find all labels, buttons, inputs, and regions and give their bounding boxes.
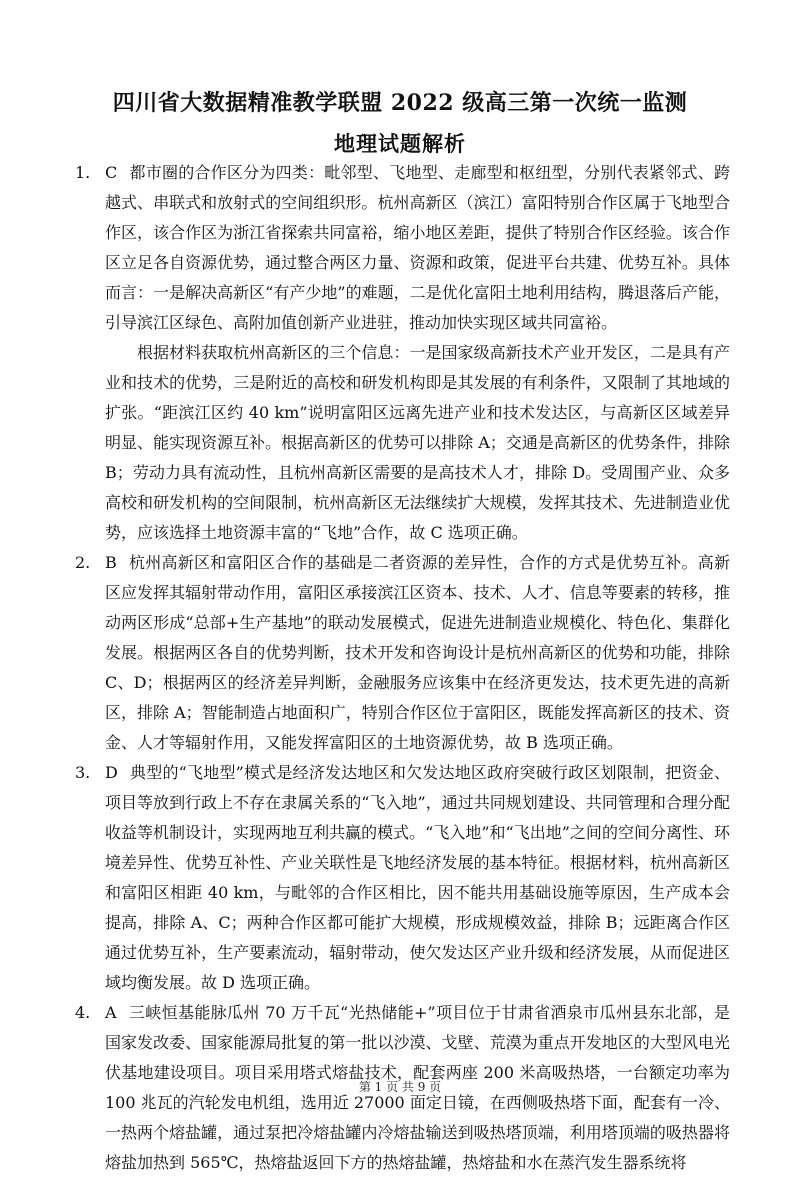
document-subtitle: 地理试题解析	[334, 131, 466, 156]
page-number-footer: 第 1 页 共 9 页	[358, 1080, 442, 1094]
question-answer: C	[105, 163, 118, 182]
document-title: 四川省大数据精准教学联盟 2022 级高三第一次统一监测	[112, 90, 688, 116]
question-explanation: 杭州高新区和富阳区合作的基础是二者资源的差异性，合作的方式是优势互补。高新区应发挥其辐射带动作用，富阳区承接滨江区资本、技术、人才、信息等要素的转移，推动两区形成“总部+生产基地”的联动发展模式，促进先进制造业规模化、特色化、集群化发展。根据两区各自的优势判断，技术开发和咨询设计是杭州高新区的优势和功能，排除 C、D；根据两区的经济差异判断，金融服务应该集中在经济更发达，技术更先进的高新区，排除 A；智能制造占地面积广，特别合作区位于富阳区，既能发挥高新区的技术、资金、人才等辐射作用，又能发挥富阳区的土地资源优势，故 B 选项正确。	[105, 553, 730, 752]
question-number: 2.	[75, 553, 91, 572]
question-explanation: 典型的“飞地型”模式是经济发达地区和欠发达地区政府突破行政区划限制，把资金、项目等放到行政上不存在隶属关系的“飞入地”，通过共同规划建设、共同管理和合理分配收益等机制设计，实现两地互利共赢的模式。“飞入地”和“飞出地”之间的空间分离性、环境差异性、优势互补性、产业关联性是飞地经济发展的基本特征。根据材料，杭州高新区和富阳区相距 40 km，与毗邻的合作区相比，因不能共用基础设施等原因，生产成本会提高，排除 A、C；两种合作区都可能扩大规模，形成规模效益，排除 B；远距离合作区通过优势互补，生产要素流动，辐射带动，使欠发达区产业升级和经济发展，从而促进区域均衡发展。故 D 选项正确。	[105, 763, 730, 992]
answer-analysis-body	[75, 158, 730, 1178]
question-2	[75, 548, 730, 758]
question-number: 4.	[75, 1003, 91, 1022]
question-1	[75, 158, 730, 548]
question-3	[75, 758, 730, 998]
question-number: 1.	[75, 163, 91, 182]
question-explanation: 三峡恒基能脉瓜州 70 万千瓦“光热储能+”项目位于甘肃省酒泉市瓜州县东北部，是国家发改委、国家能源局批复的第一批以沙漠、戈壁、荒漠为重点开发地区的大型风电光伏基地建设项目。项目采用塔式熔盐技术，配套两座 200 米高吸热塔，一台额定功率为 100 兆瓦的汽轮发电机组，选用近 27000 面定日镜，在西侧吸热塔下面，配套有一冷、一热两个熔盐罐，通过泵把冷熔盐罐内冷熔盐输送到吸热塔顶端，利用塔顶端的吸热器将熔盐加热到 565℃，热熔盐返回下方的热熔盐罐，热熔盐和水在蒸汽发生器系统将	[105, 1003, 730, 1172]
question-answer: B	[105, 553, 117, 572]
question-answer: D	[105, 763, 118, 782]
question-explanation-extra: 根据材料获取杭州高新区的三个信息：一是国家级高新技术产业开发区，二是具有产业和技术的优势，三是附近的高校和研发机构即是其发展的有利条件，又限制了其地域的扩张。“距滨江区约 40 km”说明富阳区远离先进产业和技术发达区，与高新区区域差异明显、能实现资源互补。根据高新区的优势可以排除 A；交通是高新区的优势条件，排除 B；劳动力具有流动性，且杭州高新区需要的是高技术人才，排除 D。受周围产业、众多高校和研发机构的空间限制，杭州高新区无法继续扩大规模，发挥其技术、先进制造业优势，应该选择土地资源丰富的“飞地”合作，故 C 选项正确。	[105, 343, 730, 542]
question-answer: A	[105, 1003, 117, 1022]
question-explanation: 都市圈的合作区分为四类：毗邻型、飞地型、走廊型和枢纽型，分别代表紧邻式、跨越式、串联式和放射式的空间组织形。杭州高新区（滨江）富阳特别合作区属于飞地型合作区，该合作区为浙江省探索共同富裕，缩小地区差距，提供了特别合作区经验。该合作区立足各自资源优势，通过整合两区力量、资源和政策，促进平台共建、优势互补。具体而言：一是解决高新区“有产少地”的难题，二是优化富阳土地利用结构，腾退落后产能，引导滨江区绿色、高附加值创新产业进驻，推动加快实现区域共同富裕。	[105, 163, 730, 332]
question-number: 3.	[75, 763, 91, 782]
